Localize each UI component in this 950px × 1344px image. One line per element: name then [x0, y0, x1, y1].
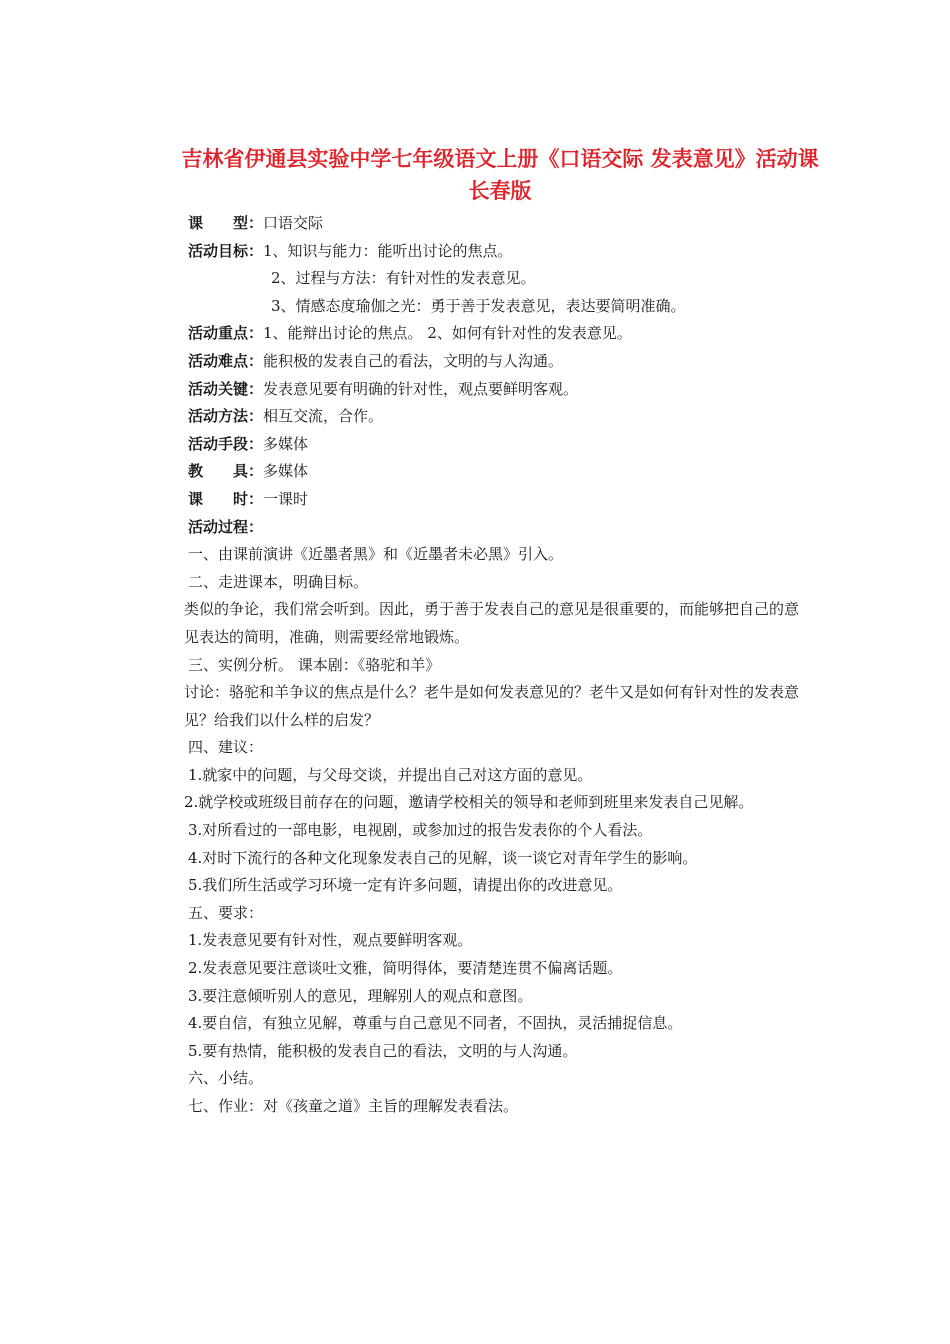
- meta-value: 能积极的发表自己的看法，文明的与人沟通。: [263, 351, 564, 370]
- meta-row-means: [188, 431, 808, 459]
- list-item: 5.我们所生活或学习环境一定有许多问题，请提出你的改进意见。: [188, 876, 623, 895]
- document-title: 吉林省伊通县实验中学七年级语文上册《口语交际 发表意见》活动课 长春版: [181, 147, 819, 203]
- list-item: 3.对所看过的一部电影，电视剧，或参加过的报告发表你的个人看法。: [188, 821, 653, 840]
- process-paragraph: 讨论：骆驼和羊争议的焦点是什么？老牛是如何发表意见的？老牛又是如何有针对性的发表意见？给我们以什么样的启发？: [184, 683, 800, 729]
- document-body: [184, 210, 808, 1121]
- meta-value: 1、知识与能力：能听出讨论的焦点。: [263, 241, 513, 260]
- list-item: 1.发表意见要有针对性，观点要鲜明客观。: [188, 931, 473, 950]
- meta-row-key: [188, 376, 808, 404]
- list-item: 1.就家中的问题，与父母交谈，并提出自己对这方面的意见。: [188, 765, 593, 784]
- meta-row-method: [188, 403, 808, 431]
- meta-label: 课 型：: [188, 214, 264, 232]
- meta-value: 一课时: [263, 489, 309, 508]
- list-item: 4.要自信，有独立见解，尊重与自己意见不同者，不固执，灵活捕捉信息。: [188, 1014, 683, 1033]
- meta-value: 多媒体: [263, 434, 309, 453]
- meta-label: 活动方法：: [188, 407, 264, 426]
- meta-label: 活动关键：: [188, 379, 264, 398]
- meta-label: 课 时：: [188, 489, 264, 508]
- meta-value: 口语交际: [263, 214, 324, 232]
- meta-value: 相互交流，合作。: [263, 407, 384, 426]
- meta-value: 1、能辩出讨论的焦点。 2、如何有针对性的发表意见。: [263, 324, 632, 343]
- process-step: 二、走进课本，明确目标。: [188, 572, 369, 591]
- meta-row-key-points: [188, 320, 808, 348]
- meta-label: 活动目标：: [188, 241, 264, 260]
- process-step: 七、作业：对《孩童之道》主旨的理解发表看法。: [188, 1097, 519, 1115]
- meta-label: 活动难点：: [188, 351, 264, 370]
- list-item: 2.发表意见要注意谈吐文雅，简明得体，要清楚连贯不偏离话题。: [188, 959, 623, 978]
- goal-item: 3、情感态度瑜伽之光：勇于善于发表意见，表达要简明准确。: [271, 296, 686, 315]
- process-step: 五、要求：: [188, 903, 264, 922]
- meta-label: 活动过程：: [188, 517, 264, 536]
- meta-row-process: [188, 514, 808, 542]
- list-item: 3.要注意倾听别人的意见，理解别人的观点和意图。: [188, 986, 533, 1005]
- meta-row-difficulty: [188, 348, 808, 376]
- meta-row-goals: [188, 238, 808, 266]
- process-step: 三、实例分析。 课本剧：《骆驼和羊》: [188, 655, 441, 674]
- list-item: 2.就学校或班级目前存在的问题，邀请学校相关的领导和老师到班里来发表自己见解。: [184, 793, 754, 812]
- list-item: 5.要有热情，能积极的发表自己的看法，文明的与人沟通。: [188, 1041, 578, 1060]
- meta-value: 多媒体: [263, 462, 309, 481]
- meta-label: 活动手段：: [188, 434, 264, 453]
- process-step: 一、由课前演讲《近墨者黑》和《近墨者未必黑》引入。: [188, 545, 564, 564]
- meta-row-type: [188, 210, 808, 238]
- meta-row-tools: [188, 458, 808, 486]
- meta-value: 发表意见要有明确的针对性，观点要鲜明客观。: [263, 379, 579, 398]
- list-item: 4.对时下流行的各种文化现象发表自己的见解，谈一谈它对青年学生的影响。: [188, 848, 698, 867]
- meta-label: 教 具：: [188, 462, 264, 481]
- meta-row-hours: [188, 486, 808, 514]
- goal-item: 2、过程与方法：有针对性的发表意见。: [271, 269, 536, 288]
- meta-label: 活动重点：: [188, 324, 264, 343]
- process-paragraph: 类似的争论，我们常会听到。因此，勇于善于发表自己的意见是很重要的，而能够把自己的意见表达的简明，准确，则需要经常地锻炼。: [184, 600, 800, 646]
- process-step: 六、小结。: [188, 1069, 264, 1088]
- process-step: 四、建议：: [188, 738, 264, 757]
